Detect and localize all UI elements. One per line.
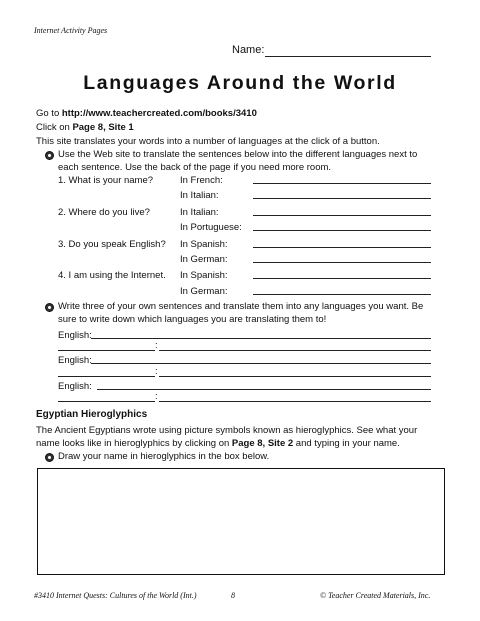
answer-line[interactable] (253, 294, 431, 295)
colon: : (155, 366, 158, 377)
footer-left: #3410 Internet Quests: Cultures of the World (Int.) (34, 591, 197, 600)
english-label: English: (58, 330, 92, 341)
bullet-icon (45, 453, 54, 462)
egypt-site-link: Page 8, Site 2 (231, 438, 294, 449)
answer-line[interactable] (253, 183, 431, 184)
english-label: English: (58, 381, 92, 392)
page-title: Languages Around the World (83, 72, 397, 94)
answer-line[interactable] (253, 230, 431, 231)
question-2: 2. Where do you live? (58, 207, 150, 218)
english-line[interactable] (91, 338, 431, 339)
name-line[interactable] (265, 56, 431, 57)
translation-line[interactable] (159, 376, 431, 377)
bullet-icon (45, 151, 54, 160)
instruction1-line2: each sentence. Use the back of the page if you need more room. (58, 162, 332, 173)
goto-line (36, 107, 257, 120)
lang-label: In French: (180, 175, 223, 186)
name-label: Name: (232, 44, 265, 56)
egypt-line2-suffix: and typing in your name. (293, 438, 400, 449)
goto-prefix: Go to (36, 108, 62, 119)
english-line[interactable] (97, 389, 431, 390)
translation-line[interactable] (159, 350, 431, 351)
page-number: 8 (231, 591, 235, 600)
header-label: Internet Activity Pages (34, 26, 108, 35)
translation-lang-line[interactable] (58, 350, 155, 351)
question-1: 1. What is your name? (58, 175, 154, 186)
instruction1-line1: Use the Web site to translate the sentences below into the different languages next to (58, 149, 418, 160)
goto-url[interactable]: http://www.teachercreated.com/books/3410 (61, 108, 257, 119)
colon: : (155, 340, 158, 351)
question-4: 4. I am using the Internet. (58, 270, 166, 281)
click-line (36, 121, 134, 134)
english-line[interactable] (91, 363, 431, 364)
answer-line[interactable] (253, 262, 431, 263)
click-target: Page 8, Site 1 (72, 122, 134, 133)
click-prefix: Click on (36, 122, 73, 133)
translation-lang-line[interactable] (58, 401, 155, 402)
lang-label: In Portuguese: (180, 222, 242, 233)
egypt-instruction: Draw your name in hieroglyphics in the box below. (58, 451, 270, 462)
question-3: 3. Do you speak English? (58, 239, 166, 250)
egypt-heading: Egyptian Hieroglyphics (36, 409, 148, 420)
colon: : (155, 391, 158, 402)
egypt-line2-prefix: name looks like in hieroglyphics by clicking on (36, 438, 232, 449)
lang-label: In Italian: (180, 207, 219, 218)
egypt-line2 (36, 437, 400, 450)
translation-lang-line[interactable] (58, 376, 155, 377)
lang-label: In Spanish: (180, 270, 228, 281)
footer-right: © Teacher Created Materials, Inc. (320, 591, 431, 600)
lang-label: In Italian: (180, 190, 219, 201)
lang-label: In German: (180, 254, 228, 265)
translation-line[interactable] (159, 401, 431, 402)
lang-label: In German: (180, 286, 228, 297)
instruction2-line2: sure to write down which languages you are translating them to! (58, 314, 327, 325)
answer-line[interactable] (253, 215, 431, 216)
drawing-box[interactable] (37, 468, 445, 575)
answer-line[interactable] (253, 198, 431, 199)
intro-desc: This site translates your words into a number of languages at the click of a button. (36, 136, 380, 147)
bullet-icon (45, 303, 54, 312)
egypt-line1: The Ancient Egyptians wrote using picture symbols known as hieroglyphics. See what your (36, 425, 418, 436)
instruction2-line1: Write three of your own sentences and translate them into any languages you want. Be (58, 301, 424, 312)
english-label: English: (58, 355, 92, 366)
lang-label: In Spanish: (180, 239, 228, 250)
answer-line[interactable] (253, 278, 431, 279)
answer-line[interactable] (253, 247, 431, 248)
